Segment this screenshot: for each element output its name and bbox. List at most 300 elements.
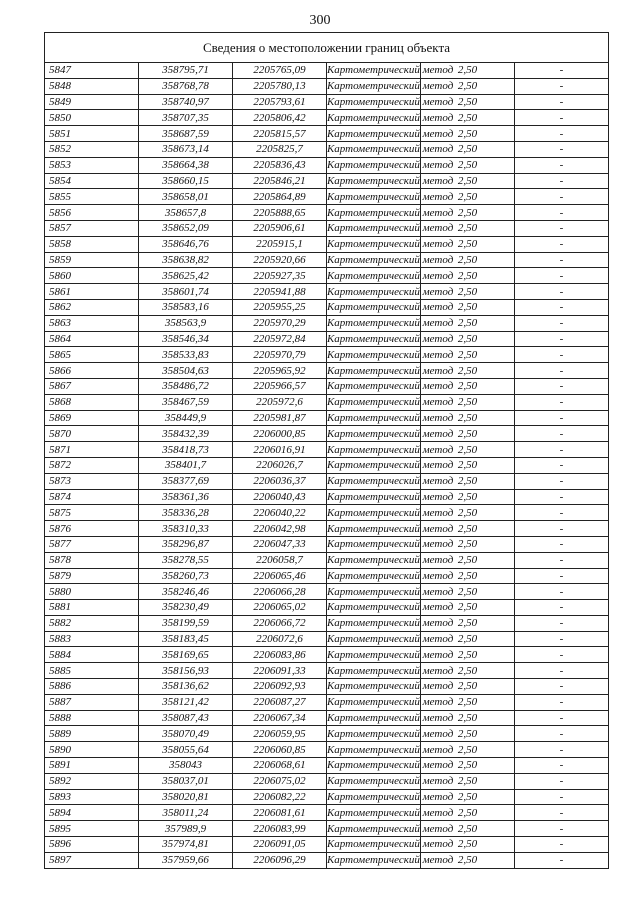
method-cell: Картометрический метод [327, 522, 454, 535]
point-number-cell: 5884 [45, 647, 139, 663]
accuracy-cell: 2,50 [421, 236, 515, 252]
method-cell: Картометрический метод [327, 317, 454, 330]
description-cell: - [515, 726, 609, 742]
method-cell: Картометрический метод [327, 332, 454, 345]
description-cell: - [515, 663, 609, 679]
description-cell: - [515, 473, 609, 489]
accuracy-cell: 2,50 [421, 141, 515, 157]
y-coordinate-cell: 2206083,99 [233, 821, 327, 837]
description-cell: - [515, 378, 609, 394]
y-coordinate-cell: 2206081,61 [233, 805, 327, 821]
table-row [45, 758, 609, 774]
table-row [45, 584, 609, 600]
y-coordinate-cell: 2206083,86 [233, 647, 327, 663]
method-cell: Картометрический метод [327, 427, 454, 440]
description-cell: - [515, 457, 609, 473]
x-coordinate-cell: 358055,64 [139, 742, 233, 758]
accuracy-cell: 2,50 [421, 78, 515, 94]
point-number-cell: 5895 [45, 821, 139, 837]
point-number-cell: 5858 [45, 236, 139, 252]
point-number-cell: 5890 [45, 742, 139, 758]
y-coordinate-cell: 2205864,89 [233, 189, 327, 205]
description-cell: - [515, 252, 609, 268]
table-row [45, 489, 609, 505]
accuracy-cell: 2,50 [421, 552, 515, 568]
x-coordinate-cell: 358336,28 [139, 505, 233, 521]
y-coordinate-cell: 2206059,95 [233, 726, 327, 742]
y-coordinate-cell: 2206040,22 [233, 505, 327, 521]
x-coordinate-cell: 358583,16 [139, 299, 233, 315]
point-number-cell: 5860 [45, 268, 139, 284]
table-row [45, 284, 609, 300]
description-cell: - [515, 852, 609, 868]
x-coordinate-cell: 358230,49 [139, 600, 233, 616]
description-cell: - [515, 141, 609, 157]
table-row [45, 268, 609, 284]
description-cell: - [515, 742, 609, 758]
y-coordinate-cell: 2206040,43 [233, 489, 327, 505]
y-coordinate-cell: 2206065,46 [233, 568, 327, 584]
description-cell: - [515, 694, 609, 710]
table-row [45, 378, 609, 394]
y-coordinate-cell: 2205806,42 [233, 110, 327, 126]
accuracy-cell: 2,50 [421, 805, 515, 821]
point-number-cell: 5859 [45, 252, 139, 268]
point-number-cell: 5879 [45, 568, 139, 584]
method-cell: Картометрический метод [327, 775, 454, 788]
table-body [45, 63, 609, 869]
y-coordinate-cell: 2206072,6 [233, 631, 327, 647]
y-coordinate-cell: 2205780,13 [233, 78, 327, 94]
table-row [45, 331, 609, 347]
description-cell: - [515, 584, 609, 600]
table-row [45, 173, 609, 189]
description-cell: - [515, 536, 609, 552]
description-cell: - [515, 410, 609, 426]
accuracy-cell: 2,50 [421, 378, 515, 394]
method-cell: Картометрический метод [327, 143, 454, 156]
page-number: 300 [309, 13, 331, 28]
description-cell: - [515, 615, 609, 631]
accuracy-cell: 2,50 [421, 126, 515, 142]
point-number-cell: 5893 [45, 789, 139, 805]
method-cell: Картометрический метод [327, 206, 454, 219]
point-number-cell: 5883 [45, 631, 139, 647]
description-cell: - [515, 505, 609, 521]
point-number-cell: 5880 [45, 584, 139, 600]
x-coordinate-cell: 358087,43 [139, 710, 233, 726]
description-cell: - [515, 205, 609, 221]
table-row [45, 347, 609, 363]
description-cell: - [515, 568, 609, 584]
method-cell: Картометрический метод [327, 364, 454, 377]
x-coordinate-cell: 358795,71 [139, 63, 233, 79]
table-row [45, 568, 609, 584]
point-number-cell: 5861 [45, 284, 139, 300]
accuracy-cell: 2,50 [421, 426, 515, 442]
description-cell: - [515, 363, 609, 379]
y-coordinate-cell: 2206087,27 [233, 694, 327, 710]
method-cell: Картометрический метод [327, 411, 454, 424]
table-row [45, 473, 609, 489]
accuracy-cell: 2,50 [421, 647, 515, 663]
point-number-cell: 5863 [45, 315, 139, 331]
y-coordinate-cell: 2206091,05 [233, 837, 327, 853]
accuracy-cell: 2,50 [421, 473, 515, 489]
table-row [45, 536, 609, 552]
table-row [45, 552, 609, 568]
accuracy-cell: 2,50 [421, 679, 515, 695]
y-coordinate-cell: 2205927,35 [233, 268, 327, 284]
x-coordinate-cell: 358418,73 [139, 442, 233, 458]
point-number-cell: 5870 [45, 426, 139, 442]
method-cell: Картометрический метод [327, 791, 454, 804]
accuracy-cell: 2,50 [421, 268, 515, 284]
x-coordinate-cell: 358673,14 [139, 141, 233, 157]
point-number-cell: 5882 [45, 615, 139, 631]
y-coordinate-cell: 2206060,85 [233, 742, 327, 758]
table-row [45, 363, 609, 379]
description-cell: - [515, 284, 609, 300]
table-row [45, 78, 609, 94]
point-number-cell: 5862 [45, 299, 139, 315]
method-cell: Картометрический метод [327, 80, 454, 93]
method-cell: Картометрический метод [327, 743, 454, 756]
method-cell: Картометрический метод [327, 585, 454, 598]
accuracy-cell: 2,50 [421, 837, 515, 853]
table-row [45, 457, 609, 473]
table-row [45, 157, 609, 173]
method-cell: Картометрический метод [327, 190, 454, 203]
table-row [45, 63, 609, 79]
method-cell: Картометрический метод [327, 806, 454, 819]
y-coordinate-cell: 2206065,02 [233, 600, 327, 616]
x-coordinate-cell: 358199,59 [139, 615, 233, 631]
x-coordinate-cell: 358546,34 [139, 331, 233, 347]
x-coordinate-cell: 358658,01 [139, 189, 233, 205]
accuracy-cell: 2,50 [421, 489, 515, 505]
x-coordinate-cell: 358504,63 [139, 363, 233, 379]
x-coordinate-cell: 358169,65 [139, 647, 233, 663]
method-cell: Картометрический метод [327, 253, 454, 266]
x-coordinate-cell: 358070,49 [139, 726, 233, 742]
method-cell: Картометрический метод [327, 554, 454, 567]
boundary-table [44, 32, 609, 869]
point-number-cell: 5878 [45, 552, 139, 568]
x-coordinate-cell: 358533,83 [139, 347, 233, 363]
y-coordinate-cell: 2206036,37 [233, 473, 327, 489]
description-cell: - [515, 442, 609, 458]
x-coordinate-cell: 358296,87 [139, 536, 233, 552]
x-coordinate-cell: 358043 [139, 758, 233, 774]
x-coordinate-cell: 358260,73 [139, 568, 233, 584]
description-cell: - [515, 94, 609, 110]
accuracy-cell: 2,50 [421, 173, 515, 189]
point-number-cell: 5874 [45, 489, 139, 505]
accuracy-cell: 2,50 [421, 568, 515, 584]
method-cell: Картометрический метод [327, 822, 454, 835]
method-cell: Картометрический метод [327, 680, 454, 693]
point-number-cell: 5872 [45, 457, 139, 473]
accuracy-cell: 2,50 [421, 726, 515, 742]
y-coordinate-cell: 2205825,7 [233, 141, 327, 157]
accuracy-cell: 2,50 [421, 110, 515, 126]
method-cell: Картометрический метод [327, 538, 454, 551]
table-row [45, 742, 609, 758]
method-cell: Картометрический метод [327, 222, 454, 235]
accuracy-cell: 2,50 [421, 284, 515, 300]
point-number-cell: 5869 [45, 410, 139, 426]
description-cell: - [515, 805, 609, 821]
accuracy-cell: 2,50 [421, 521, 515, 537]
table-row [45, 615, 609, 631]
method-cell: Картометрический метод [327, 111, 454, 124]
x-coordinate-cell: 358432,39 [139, 426, 233, 442]
method-cell: Картометрический метод [327, 617, 454, 630]
point-number-cell: 5850 [45, 110, 139, 126]
description-cell: - [515, 268, 609, 284]
accuracy-cell: 2,50 [421, 789, 515, 805]
x-coordinate-cell: 358768,78 [139, 78, 233, 94]
y-coordinate-cell: 2206058,7 [233, 552, 327, 568]
method-cell: Картометрический метод [327, 238, 454, 251]
method-cell: Картометрический метод [327, 475, 454, 488]
x-coordinate-cell: 358310,33 [139, 521, 233, 537]
y-coordinate-cell: 2206096,29 [233, 852, 327, 868]
description-cell: - [515, 189, 609, 205]
y-coordinate-cell: 2206066,72 [233, 615, 327, 631]
table-row [45, 236, 609, 252]
table-row [45, 663, 609, 679]
accuracy-cell: 2,50 [421, 694, 515, 710]
y-coordinate-cell: 2206000,85 [233, 426, 327, 442]
x-coordinate-cell: 358740,97 [139, 94, 233, 110]
point-number-cell: 5848 [45, 78, 139, 94]
description-cell: - [515, 647, 609, 663]
x-coordinate-cell: 358278,55 [139, 552, 233, 568]
x-coordinate-cell: 358377,69 [139, 473, 233, 489]
y-coordinate-cell: 2206026,7 [233, 457, 327, 473]
method-cell: Картометрический метод [327, 269, 454, 282]
x-coordinate-cell: 358625,42 [139, 268, 233, 284]
accuracy-cell: 2,50 [421, 615, 515, 631]
y-coordinate-cell: 2205955,25 [233, 299, 327, 315]
description-cell: - [515, 631, 609, 647]
y-coordinate-cell: 2206066,28 [233, 584, 327, 600]
table-row [45, 110, 609, 126]
point-number-cell: 5853 [45, 157, 139, 173]
method-cell: Картометрический метод [327, 506, 454, 519]
accuracy-cell: 2,50 [421, 205, 515, 221]
method-cell: Картометрический метод [327, 633, 454, 646]
y-coordinate-cell: 2206047,33 [233, 536, 327, 552]
x-coordinate-cell: 358156,93 [139, 663, 233, 679]
description-cell: - [515, 489, 609, 505]
x-coordinate-cell: 358601,74 [139, 284, 233, 300]
accuracy-cell: 2,50 [421, 663, 515, 679]
point-number-cell: 5857 [45, 220, 139, 236]
table-row [45, 821, 609, 837]
table-title: Сведения о местоположении границ объекта [45, 33, 609, 63]
accuracy-cell: 2,50 [421, 505, 515, 521]
point-number-cell: 5875 [45, 505, 139, 521]
method-cell: Картометрический метод [327, 712, 454, 725]
table-row [45, 252, 609, 268]
table-row [45, 647, 609, 663]
y-coordinate-cell: 2205920,66 [233, 252, 327, 268]
table-row [45, 205, 609, 221]
description-cell: - [515, 220, 609, 236]
y-coordinate-cell: 2205793,61 [233, 94, 327, 110]
description-cell: - [515, 426, 609, 442]
method-cell: Картометрический метод [327, 490, 454, 503]
accuracy-cell: 2,50 [421, 600, 515, 616]
description-cell: - [515, 394, 609, 410]
accuracy-cell: 2,50 [421, 742, 515, 758]
x-coordinate-cell: 358361,36 [139, 489, 233, 505]
method-cell: Картометрический метод [327, 285, 454, 298]
table-row [45, 789, 609, 805]
x-coordinate-cell: 358136,62 [139, 679, 233, 695]
y-coordinate-cell: 2206091,33 [233, 663, 327, 679]
x-coordinate-cell: 358646,76 [139, 236, 233, 252]
x-coordinate-cell: 358486,72 [139, 378, 233, 394]
accuracy-cell: 2,50 [421, 157, 515, 173]
description-cell: - [515, 679, 609, 695]
description-cell: - [515, 157, 609, 173]
table-row [45, 426, 609, 442]
y-coordinate-cell: 2205981,87 [233, 410, 327, 426]
x-coordinate-cell: 358037,01 [139, 773, 233, 789]
method-cell: Картометрический метод [327, 459, 454, 472]
point-number-cell: 5856 [45, 205, 139, 221]
y-coordinate-cell: 2205888,65 [233, 205, 327, 221]
method-cell: Картометрический метод [327, 601, 454, 614]
table-row [45, 726, 609, 742]
description-cell: - [515, 837, 609, 853]
table-row [45, 315, 609, 331]
method-cell: Картометрический метод [327, 443, 454, 456]
table-row [45, 773, 609, 789]
accuracy-cell: 2,50 [421, 710, 515, 726]
description-cell: - [515, 552, 609, 568]
description-cell: - [515, 315, 609, 331]
accuracy-cell: 2,50 [421, 394, 515, 410]
table-row [45, 442, 609, 458]
point-number-cell: 5888 [45, 710, 139, 726]
x-coordinate-cell: 358657,8 [139, 205, 233, 221]
y-coordinate-cell: 2205972,6 [233, 394, 327, 410]
point-number-cell: 5847 [45, 63, 139, 79]
y-coordinate-cell: 2205965,92 [233, 363, 327, 379]
method-cell: Картометрический метод [327, 664, 454, 677]
description-cell: - [515, 78, 609, 94]
table-row [45, 837, 609, 853]
accuracy-cell: 2,50 [421, 442, 515, 458]
point-number-cell: 5873 [45, 473, 139, 489]
point-number-cell: 5865 [45, 347, 139, 363]
x-coordinate-cell: 358664,38 [139, 157, 233, 173]
method-cell: Картометрический метод [327, 854, 454, 867]
table-row [45, 710, 609, 726]
table-row [45, 805, 609, 821]
point-number-cell: 5885 [45, 663, 139, 679]
description-cell: - [515, 110, 609, 126]
x-coordinate-cell: 357959,66 [139, 852, 233, 868]
description-cell: - [515, 126, 609, 142]
method-cell: Картометрический метод [327, 95, 454, 108]
method-cell: Картометрический метод [327, 838, 454, 851]
point-number-cell: 5852 [45, 141, 139, 157]
x-coordinate-cell: 358652,09 [139, 220, 233, 236]
accuracy-cell: 2,50 [421, 189, 515, 205]
accuracy-cell: 2,50 [421, 852, 515, 868]
method-cell: Картометрический метод [327, 727, 454, 740]
method-cell: Картометрический метод [327, 648, 454, 661]
accuracy-cell: 2,50 [421, 63, 515, 79]
x-coordinate-cell: 358707,35 [139, 110, 233, 126]
point-number-cell: 5866 [45, 363, 139, 379]
accuracy-cell: 2,50 [421, 363, 515, 379]
method-cell: Картометрический метод [327, 348, 454, 361]
y-coordinate-cell: 2205906,61 [233, 220, 327, 236]
accuracy-cell: 2,50 [421, 773, 515, 789]
x-coordinate-cell: 358660,15 [139, 173, 233, 189]
description-cell: - [515, 821, 609, 837]
description-cell: - [515, 521, 609, 537]
accuracy-cell: 2,50 [421, 220, 515, 236]
table-row [45, 141, 609, 157]
x-coordinate-cell: 358449,9 [139, 410, 233, 426]
table-row [45, 694, 609, 710]
x-coordinate-cell: 358467,59 [139, 394, 233, 410]
point-number-cell: 5868 [45, 394, 139, 410]
table-row [45, 410, 609, 426]
point-number-cell: 5871 [45, 442, 139, 458]
description-cell: - [515, 600, 609, 616]
accuracy-cell: 2,50 [421, 252, 515, 268]
accuracy-cell: 2,50 [421, 457, 515, 473]
table-row [45, 521, 609, 537]
x-coordinate-cell: 358246,46 [139, 584, 233, 600]
method-cell: Картометрический метод [327, 759, 454, 772]
method-cell: Картометрический метод [327, 396, 454, 409]
point-number-cell: 5894 [45, 805, 139, 821]
x-coordinate-cell: 358401,7 [139, 457, 233, 473]
accuracy-cell: 2,50 [421, 821, 515, 837]
accuracy-cell: 2,50 [421, 410, 515, 426]
point-number-cell: 5864 [45, 331, 139, 347]
point-number-cell: 5892 [45, 773, 139, 789]
point-number-cell: 5889 [45, 726, 139, 742]
x-coordinate-cell: 358687,59 [139, 126, 233, 142]
description-cell: - [515, 773, 609, 789]
x-coordinate-cell: 358011,24 [139, 805, 233, 821]
accuracy-cell: 2,50 [421, 94, 515, 110]
method-cell: Картометрический метод [327, 159, 454, 172]
y-coordinate-cell: 2206068,61 [233, 758, 327, 774]
y-coordinate-cell: 2205815,57 [233, 126, 327, 142]
table-row [45, 189, 609, 205]
x-coordinate-cell: 358020,81 [139, 789, 233, 805]
accuracy-cell: 2,50 [421, 536, 515, 552]
y-coordinate-cell: 2206092,93 [233, 679, 327, 695]
table-row [45, 600, 609, 616]
point-number-cell: 5886 [45, 679, 139, 695]
description-cell: - [515, 173, 609, 189]
accuracy-cell: 2,50 [421, 347, 515, 363]
description-cell: - [515, 299, 609, 315]
